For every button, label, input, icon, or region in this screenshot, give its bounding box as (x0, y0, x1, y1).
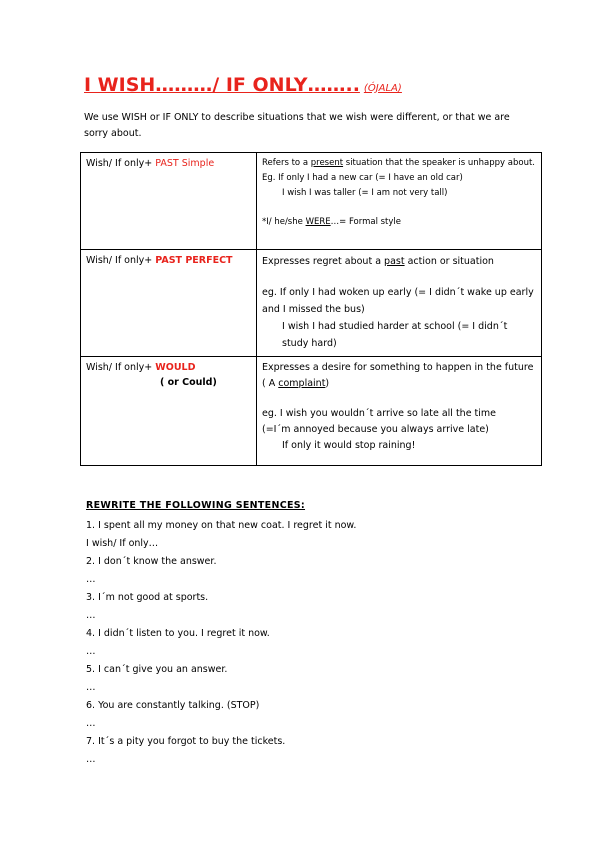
exercise-line: 6. You are constantly talking. (STOP) (86, 700, 260, 711)
example-2: I wish I had studied harder at school (= I didn´t study hard) (282, 321, 508, 349)
exercise-line: … (86, 646, 96, 657)
form-prefix: Wish/ If only+ (86, 362, 156, 373)
exercise-line: … (86, 682, 96, 693)
form-cell (81, 357, 257, 466)
grammar-table (80, 152, 542, 466)
exercise-lines (86, 517, 506, 769)
example-1: eg. I wish you wouldn´t arrive so late all the time (262, 408, 497, 419)
note-keyword: WERE (305, 217, 331, 227)
description-keyword: past (384, 256, 405, 267)
form-cell (81, 250, 257, 357)
form-highlight: PAST PERFECT (155, 255, 233, 266)
exercise-line: 4. I didn´t listen to you. I regret it now. (86, 628, 270, 639)
form-alternative: ( or Could) (160, 377, 217, 388)
description (262, 156, 536, 171)
exercise-line: 2. I don´t know the answer. (86, 556, 217, 567)
example-1: Eg. If only I had a new car (= I have an old car) (262, 173, 463, 183)
example-2: (=I´m annoyed because you always arrive late) (262, 424, 489, 435)
exercise-line: … (86, 754, 96, 765)
exercise-line: 1. I spent all my money on that new coat. I regret it now. (86, 520, 357, 531)
description-cell (257, 357, 542, 466)
note-text: *I/ he/she (262, 217, 306, 227)
description-text-end: action or situation (404, 256, 494, 267)
description-text-end: situation that the speaker is unhappy about. (343, 158, 536, 168)
description-keyword: present (310, 158, 344, 168)
exercise-line: 3. I´m not good at sports. (86, 592, 209, 603)
form-prefix: Wish/ If only+ (86, 255, 156, 266)
exercise-line: … (86, 610, 96, 621)
formal-note (262, 215, 536, 230)
exercise-line: … (86, 574, 96, 585)
example-1: eg. If only I had woken up early (= I didn´t wake up early and I missed the bus) (262, 287, 534, 315)
example-2: I wish I was taller (= I am not very tall) (282, 188, 448, 198)
form-cell (81, 153, 257, 250)
description-cell (257, 250, 542, 357)
title-translation: (ÓJALA) (363, 83, 402, 94)
description-text: Expresses a desire for something to happen in the future ( A (262, 362, 534, 389)
title-main: I WISH………/ IF ONLY…….. (84, 74, 360, 96)
exercise-heading: REWRITE THE FOLLOWING SENTENCES: (86, 500, 306, 511)
table-row (81, 357, 542, 466)
exercise-section (86, 500, 506, 769)
exercise-line: … (86, 718, 96, 729)
intro-paragraph: We use WISH or IF ONLY to describe situations that we wish were different, or that we are sorry about. (84, 112, 510, 139)
worksheet-title (84, 74, 402, 96)
table-row (81, 250, 542, 357)
form-prefix: Wish/ If only+ (86, 158, 156, 169)
form-highlight: WOULD (155, 362, 196, 373)
exercise-line: 5. I can´t give you an answer. (86, 664, 228, 675)
table-row (81, 153, 542, 250)
description (262, 253, 536, 270)
description-keyword: complaint (278, 378, 326, 389)
exercise-line: 7. It´s a pity you forgot to buy the tickets. (86, 736, 286, 747)
form-highlight: PAST Simple (155, 158, 215, 169)
description-text: Refers to a (262, 158, 311, 168)
description (262, 360, 536, 392)
description-cell (257, 153, 542, 250)
example-3: If only it would stop raining! (282, 440, 416, 451)
note-text-end: …= Formal style (330, 217, 402, 227)
exercise-line: I wish/ If only… (86, 538, 159, 549)
description-text-end: ) (325, 378, 330, 389)
description-text: Expresses regret about a (262, 256, 385, 267)
